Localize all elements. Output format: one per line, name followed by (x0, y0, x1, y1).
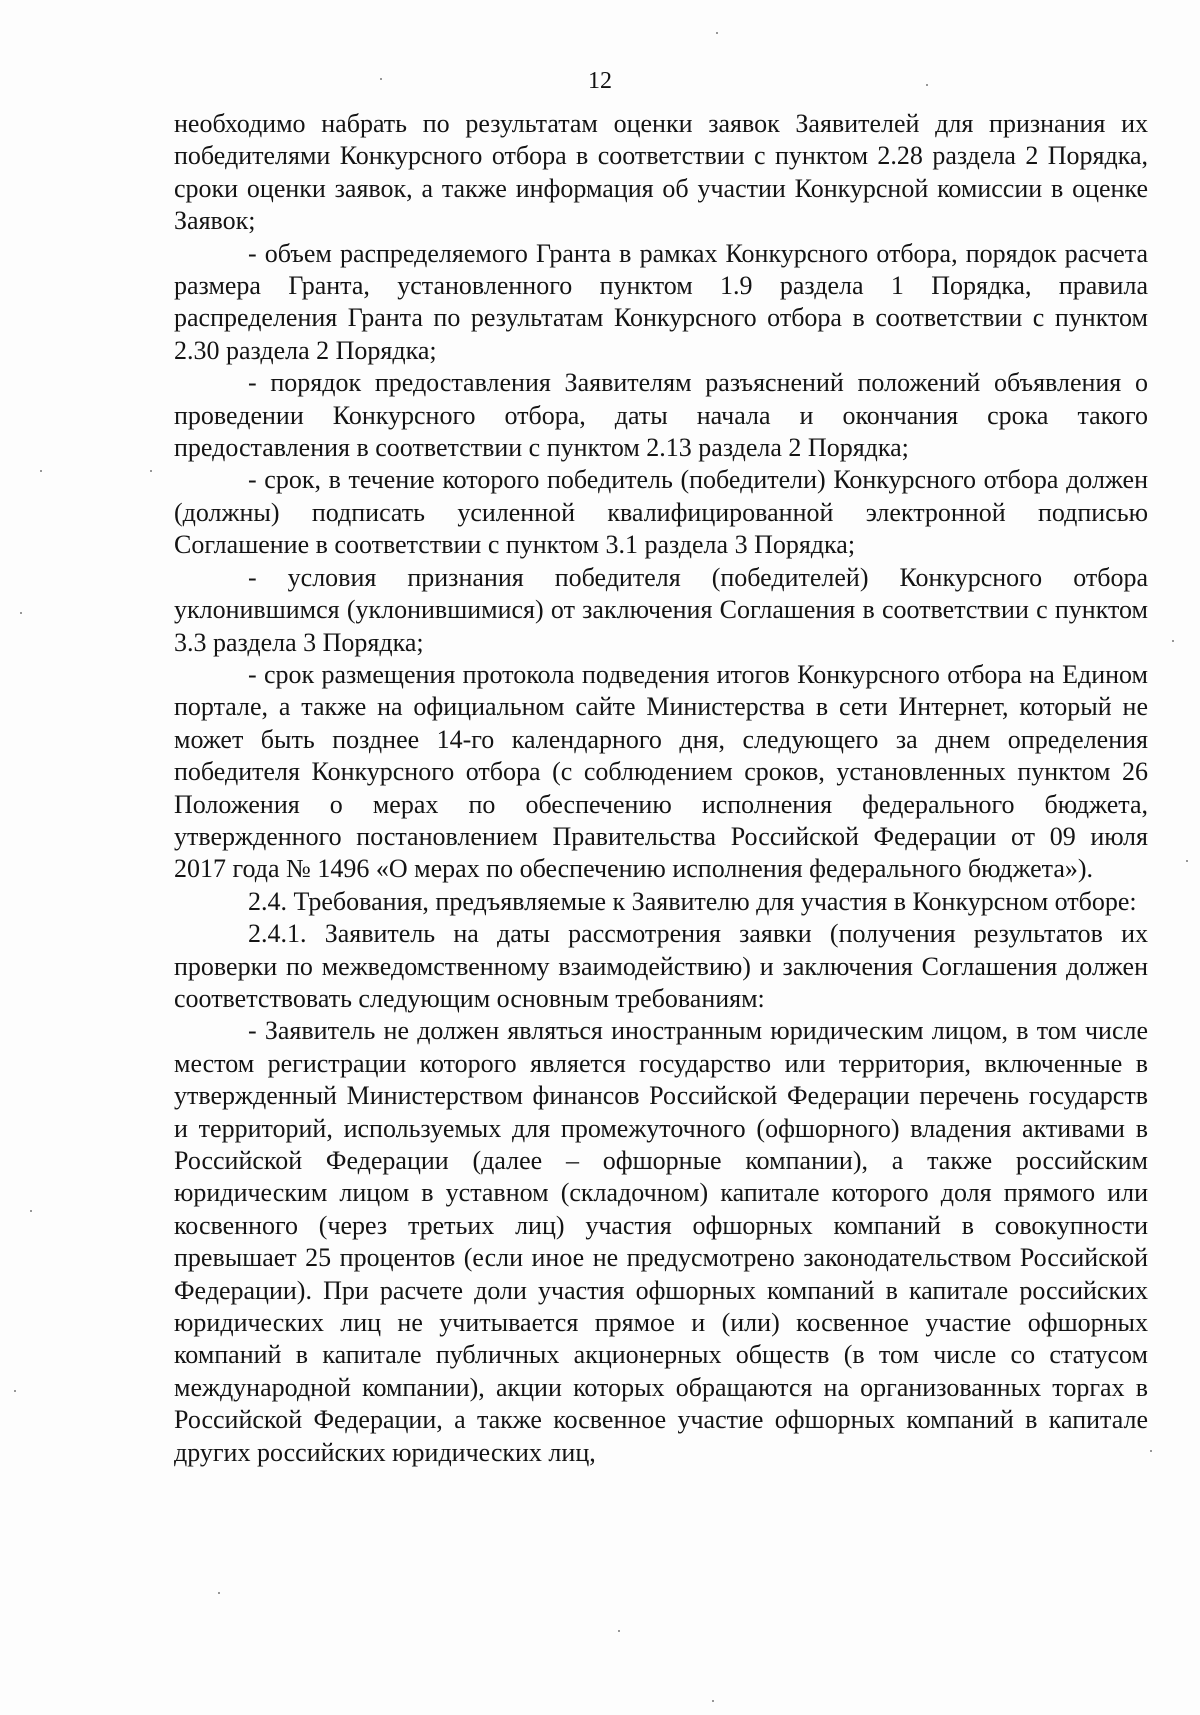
scan-speck (30, 1210, 32, 1212)
scan-speck (712, 1700, 714, 1702)
paragraph-protocol-deadline: - срок размещения протокола подведения итогов Конкурсного отбора на Едином портале, а также на официальном сайте Министерства в сети Интернет, который не может быть позднее 14-го календарного дня, следующего за днем определения победителя Конкурсного отбора (с соблюдением сроков, установленных пунктом 26 Положения о мерах по обеспечению исполнения федерального бюджета, утвержденного постановлением Правительства Российской Федерации от 09 июля 2017 года № 1496 «О мерах по обеспечению исполнения федерального бюджета»). (174, 659, 1148, 884)
scan-speck (380, 78, 382, 80)
scan-speck (926, 84, 928, 86)
scan-speck (14, 1390, 16, 1392)
scan-speck (20, 612, 22, 614)
paragraph-continuation: необходимо набрать по результатам оценки заявок Заявителей для признания их победителями Конкурсного отбора в соответствии с пунктом 2.28 раздела 2 Порядка, сроки оценки заявок, а также информация об участии Конкурсной комиссии в оценке Заявок; (174, 109, 1148, 236)
paragraph-evasion-conditions: - условия признания победителя (победителей) Конкурсного отбора уклонившимся (уклонившимися) от заключения Соглашения в соответствии с пунктом 3.3 раздела 3 Порядка; (174, 562, 1148, 657)
paragraph-offshore-requirement: - Заявитель не должен являться иностранным юридическим лицом, в том числе местом регистрации которого является государство или территория, включенные в утвержденный Министерством финансов Российской Федерации перечень государств и территорий, используемых для промежуточного (офшорного) владения активами в Российской Федерации (далее – офшорные компании), а также российским юридическим лицом в уставном (складочном) капитале которого доля прямого или косвенного (через третьих лиц) участия офшорных компаний в совокупности превышает 25 процентов (если иное не предусмотрено законодательством Российской Федерации). При расчете доли участия офшорных компаний в капитале российских юридических лиц не учитывается прямое и (или) косвенное участие офшорных компаний в капитале публичных акционерных обществ (в том числе со статусом международной компании), акции которых обращаются на организованных торгах в Российской Федерации, а также косвенное участие офшорных компаний в капитале других российских юридических лиц, (174, 1016, 1148, 1467)
paragraph-grant-volume: - объем распределяемого Гранта в рамках Конкурсного отбора, порядок расчета размера Гранта, установленного пунктом 1.9 раздела 1 Порядка, правила распределения Гранта по результатам Конкурсного отбора в соответствии с пунктом 2.30 раздела 2 Порядка; (174, 238, 1148, 365)
paragraph-section-2-4: 2.4. Требования, предъявляемые к Заявителю для участия в Конкурсном отборе: (248, 886, 1137, 916)
page-number: 12 (588, 68, 612, 94)
scan-speck (1186, 860, 1188, 862)
scan-speck (716, 32, 718, 34)
paragraph-clarifications: - порядок предоставления Заявителям разъяснений положений объявления о проведении Конкурсного отбора, даты начала и окончания срока такого предоставления в соответствии с пунктом 2.13 раздела 2 Порядка; (174, 368, 1148, 463)
scan-speck (218, 1592, 220, 1594)
paragraph-section-2-4-1: 2.4.1. Заявитель на даты рассмотрения заявки (получения результатов их проверки по межведомственному взаимодействию) и заключения Соглашения должен соответствовать следующим основным требованиям: (174, 919, 1148, 1013)
scan-speck (1172, 640, 1174, 642)
scan-speck (150, 470, 152, 472)
scan-speck (1150, 1450, 1152, 1452)
paragraph-signing-deadline: - срок, в течение которого победитель (победители) Конкурсного отбора должен (должны) подписать усиленной квалифицированной электронной подписью Соглашение в соответствии с пунктом 3.1 раздела 3 Порядка; (174, 465, 1148, 560)
document-body (174, 108, 1148, 1469)
scan-speck (40, 470, 42, 472)
scan-speck (618, 1630, 620, 1632)
